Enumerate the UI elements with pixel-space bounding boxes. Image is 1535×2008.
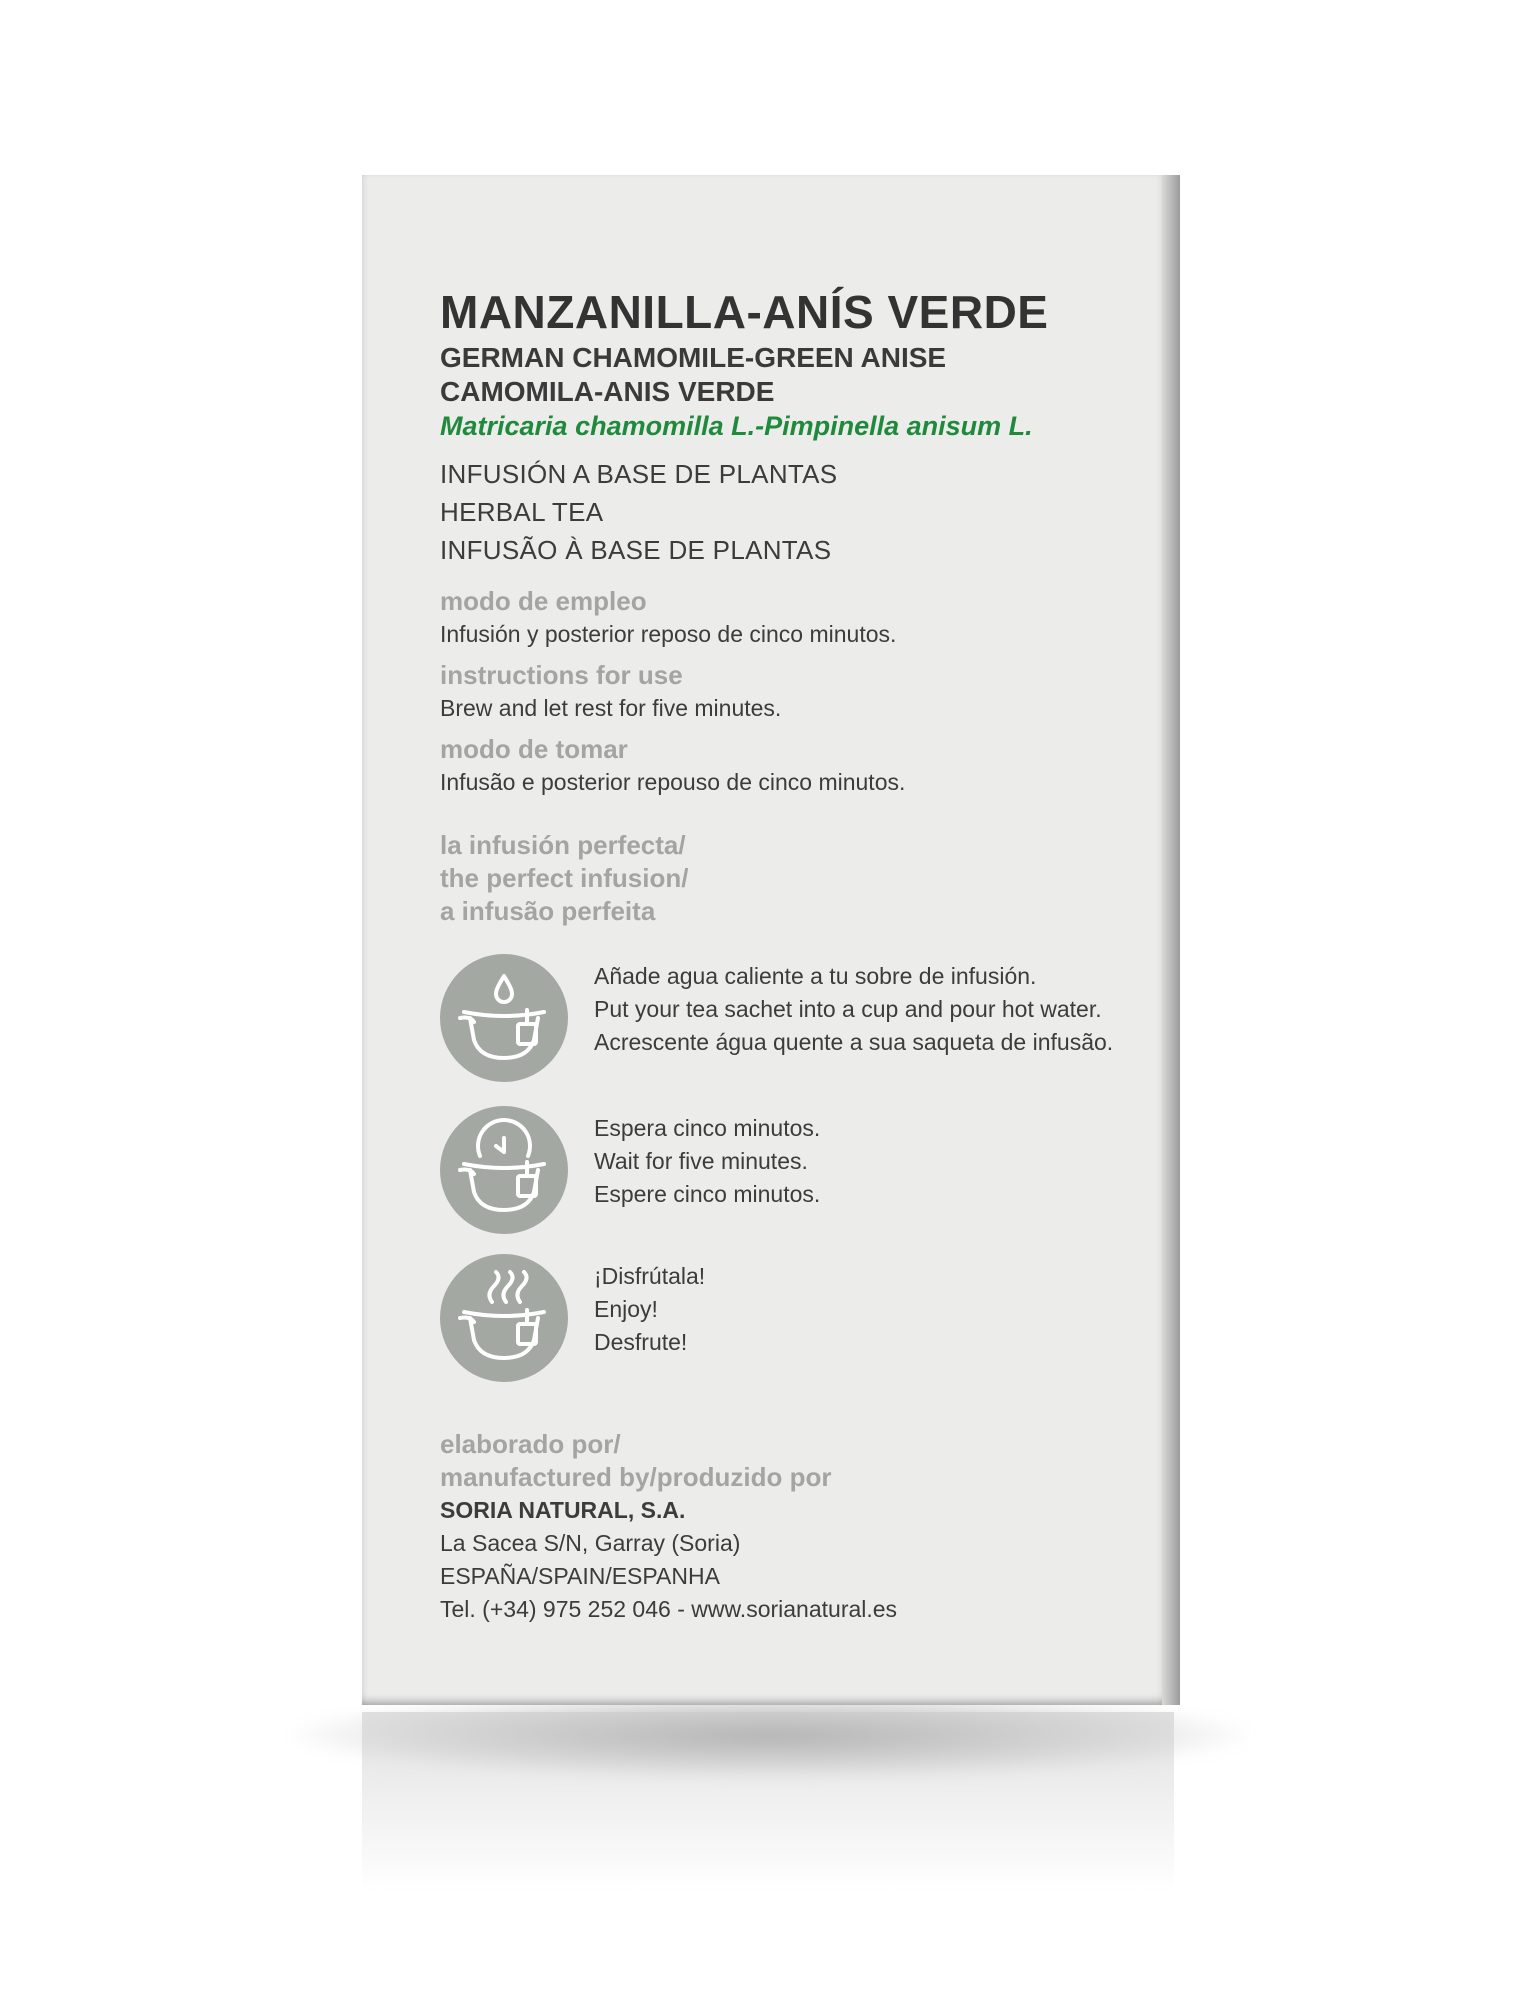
- step-1-line-pt: Acrescente água quente a sua saqueta de infusão.: [594, 1029, 1114, 1055]
- product-title: MANZANILLA-ANÍS VERDE: [440, 286, 1049, 338]
- usage-text-en: Brew and let rest for five minutes.: [440, 695, 782, 721]
- usage-heading-es: modo de empleo: [440, 586, 647, 616]
- manufacturer-company: SORIA NATURAL, S.A.: [440, 1497, 686, 1523]
- step-3-line-pt: Desfrute!: [594, 1329, 688, 1355]
- manufacturer-heading-1: elaborado por/: [440, 1429, 621, 1459]
- step-3: [440, 1254, 1160, 1384]
- clock-cup-icon: [440, 1106, 568, 1234]
- perfect-infusion-heading: [440, 829, 1160, 928]
- steps-list: [440, 954, 1160, 1394]
- step-3-line-es: ¡Disfrútala!: [594, 1263, 706, 1289]
- usage-block: [440, 585, 1160, 799]
- box-side-edge: [1162, 175, 1180, 1705]
- product-type-pt: INFUSÃO À BASE DE PLANTAS: [440, 535, 832, 565]
- product-type-block: [440, 455, 1160, 569]
- drop-cup-icon: [440, 954, 568, 1082]
- manufacturer-heading-2: manufactured by/produzido por: [440, 1462, 832, 1492]
- manufacturer-address: La Sacea S/N, Garray (Soria): [440, 1530, 741, 1556]
- step-1-line-en: Put your tea sachet into a cup and pour hot water.: [594, 996, 1102, 1022]
- usage-text-pt: Infusão e posterior repouso de cinco minutos.: [440, 769, 906, 795]
- step-2: [440, 1106, 1160, 1236]
- step-2-line-en: Wait for five minutes.: [594, 1148, 808, 1174]
- product-subtitle-pt: CAMOMILA-ANIS VERDE: [440, 376, 775, 407]
- usage-heading-pt: modo de tomar: [440, 734, 628, 764]
- manufacturer-contact: Tel. (+34) 975 252 046 - www.sorianatural.es: [440, 1596, 898, 1622]
- usage-text-es: Infusión y posterior reposo de cinco minutos.: [440, 621, 897, 647]
- product-subtitle-en: GERMAN CHAMOMILE-GREEN ANISE: [440, 342, 947, 373]
- step-2-text: [594, 1112, 1174, 1211]
- box-reflection: [362, 1712, 1174, 1892]
- step-2-line-es: Espera cinco minutos.: [594, 1115, 821, 1141]
- manufacturer-country: ESPAÑA/SPAIN/ESPANHA: [440, 1563, 720, 1589]
- manufacturer-block: [440, 1428, 1160, 1626]
- perfect-infusion-en: the perfect infusion/: [440, 863, 689, 893]
- usage-heading-en: instructions for use: [440, 660, 683, 690]
- step-3-text: [594, 1260, 1174, 1359]
- step-1: [440, 954, 1160, 1084]
- step-3-line-en: Enjoy!: [594, 1296, 658, 1322]
- step-2-line-pt: Espere cinco minutos.: [594, 1181, 821, 1207]
- box-label-content: [440, 285, 1160, 1626]
- product-type-en: HERBAL TEA: [440, 497, 604, 527]
- step-1-text: [594, 960, 1174, 1059]
- perfect-infusion-pt: a infusão perfeita: [440, 896, 656, 926]
- perfect-infusion-es: la infusión perfecta/: [440, 830, 686, 860]
- product-type-es: INFUSIÓN A BASE DE PLANTAS: [440, 459, 838, 489]
- latin-name: Matricaria chamomilla L.-Pimpinella anisum L.: [440, 411, 1033, 441]
- steam-cup-icon: [440, 1254, 568, 1382]
- step-1-line-es: Añade agua caliente a tu sobre de infusión.: [594, 963, 1037, 989]
